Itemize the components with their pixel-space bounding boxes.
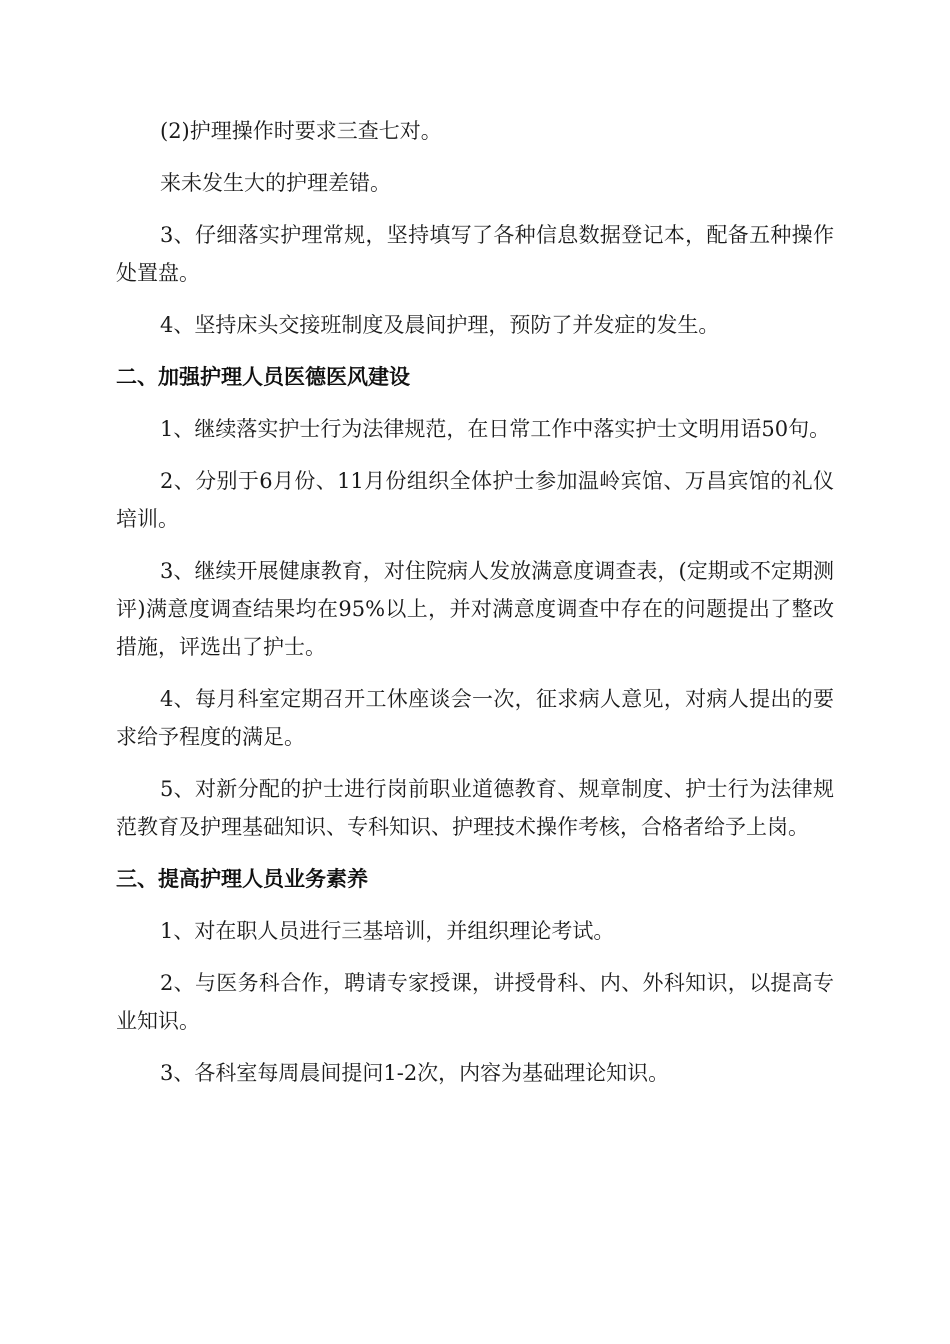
section-heading-ethics: 二、加强护理人员医德医风建设: [116, 365, 410, 389]
paragraph-health-education: 3、继续开展健康教育，对住院病人发放满意度调查表，(定期或不定期测评)满意度调查结果均在95%以上，并对满意度调查中存在的问题提出了整改措施，评选出了护士。: [116, 559, 834, 659]
paragraph-operation-checks: (2)护理操作时要求三查七对。: [160, 119, 442, 143]
section-heading-competence: 三、提高护理人员业务素养: [116, 867, 368, 891]
paragraph-etiquette-training: 2、分别于6月份、11月份组织全体护士参加温岭宾馆、万昌宾馆的礼仪培训。: [116, 469, 834, 531]
paragraph-weekly-questions: 3、各科室每周晨间提问1-2次，内容为基础理论知识。: [160, 1061, 670, 1085]
paragraph-no-major-errors: 来未发生大的护理差错。: [160, 171, 391, 195]
paragraph-bedside-handover: 4、坚持床头交接班制度及晨间护理，预防了并发症的发生。: [160, 313, 720, 337]
document-body: [116, 112, 834, 1106]
paragraph-three-basics: 1、对在职人员进行三基培训，并组织理论考试。: [160, 919, 615, 943]
paragraph-expert-lectures: 2、与医务科合作，聘请专家授课，讲授骨科、内、外科知识，以提高专业知识。: [116, 971, 834, 1033]
paragraph-nursing-routine: 3、仔细落实护理常规，坚持填写了各种信息数据登记本，配备五种操作处置盘。: [116, 223, 834, 285]
paragraph-behavior-norms: 1、继续落实护士行为法律规范，在日常工作中落实护士文明用语50句。: [160, 417, 831, 441]
paragraph-monthly-meeting: 4、每月科室定期召开工休座谈会一次，征求病人意见，对病人提出的要求给予程度的满足。: [116, 687, 834, 749]
paragraph-new-nurse-training: 5、对新分配的护士进行岗前职业道德教育、规章制度、护士行为法律规范教育及护理基础知识、专科知识、护理技术操作考核，合格者给予上岗。: [116, 777, 834, 839]
